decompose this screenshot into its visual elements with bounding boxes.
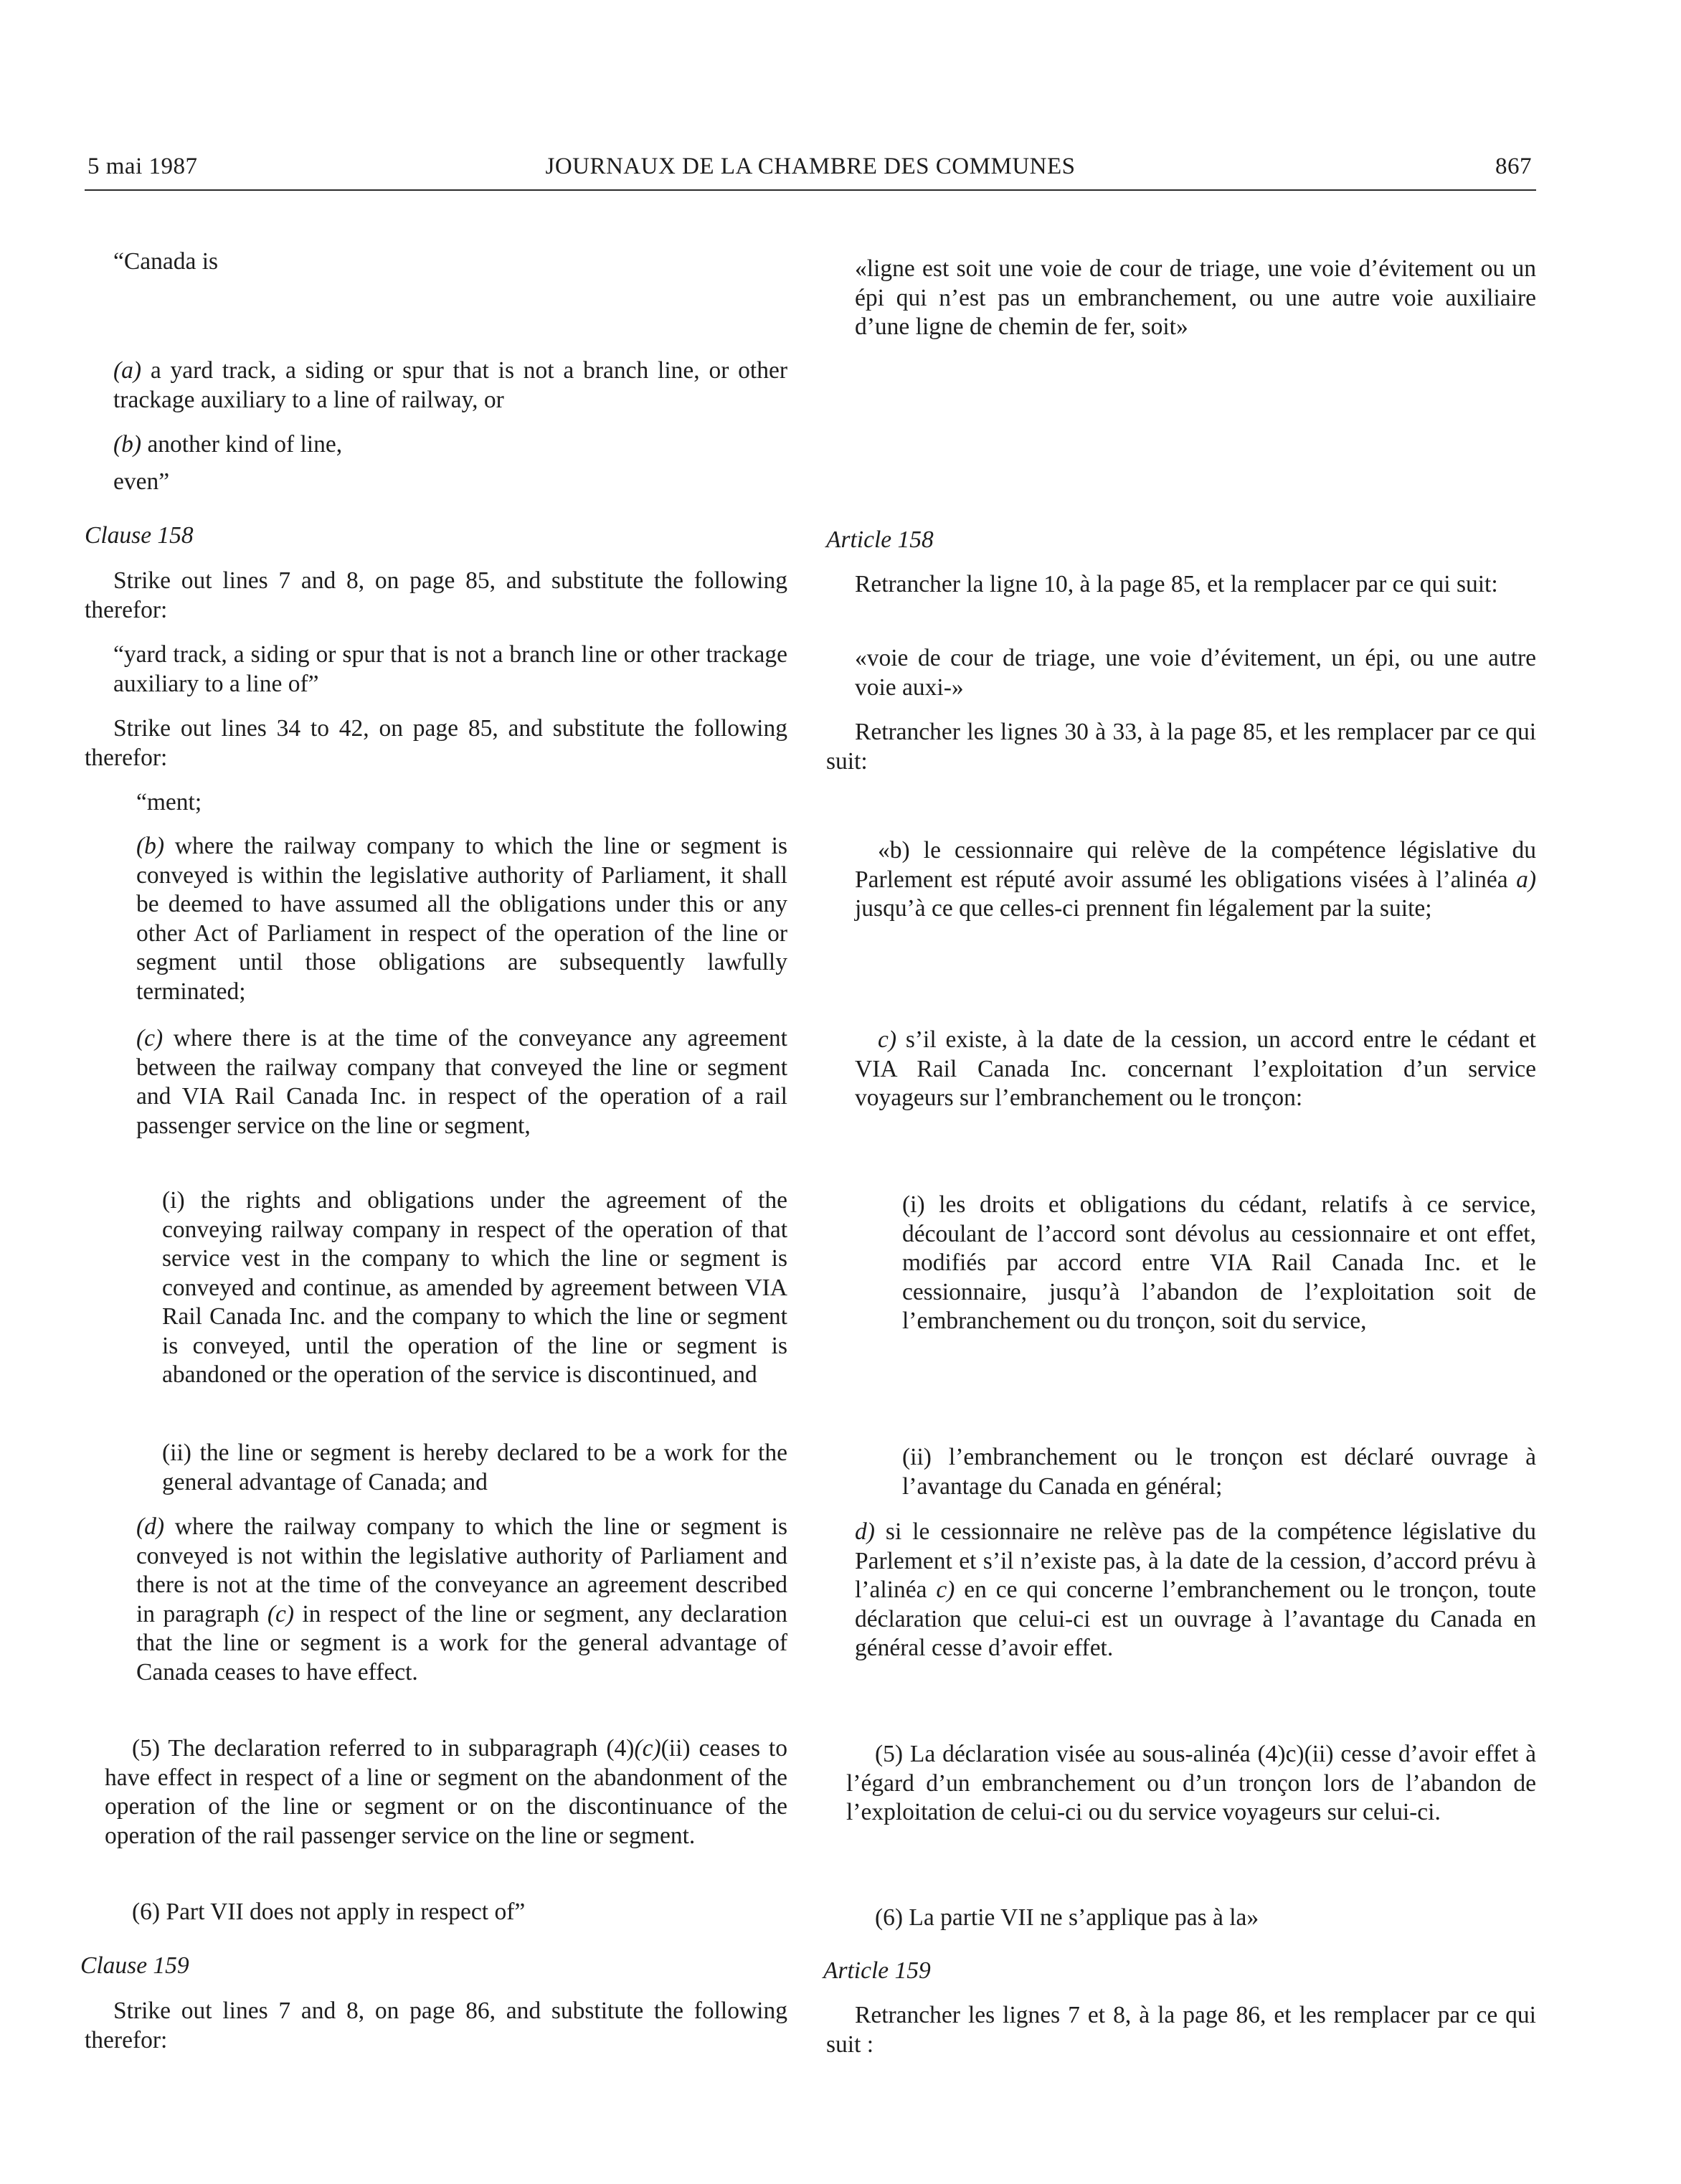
fr-paragraph-b-cessionnaire: «b) le cessionnaire qui relève de la compétence législative du Parlement est réputé avoir assumé les obligations visées à l’alinéa a) jusqu’à ce que celles-ci prennent fin légalement par la suite; (855, 837, 1536, 922)
en-paragraph-b-railway: (b) where the railway company to which the line or segment is conveyed is within the legislative authority of Parliament, it shall be deemed to have assumed all the obligations under this or any other Act of Parliament in respect of the operation of the line or segment until those obligations are subsequently lawfully terminated; (136, 833, 787, 1005)
en-subparagraph-i: (i) the rights and obligations under the agreement of the conveying railway company in respect of the operation of that service vest in the company to which the line or segment is conveyed and continue, as amended by agreement between VIA Rail Canada Inc. and the company to which the line or segment is conveyed, until the operation of the line or segment is abandoned or the operation of the service is discontinued, and (162, 1187, 787, 1388)
fr-paragraph-d: d) si le cessionnaire ne relève pas de la compétence législative du Parlement et s’il n’existe pas, à la date de la cession, d’accord prévu à l’alinéa c) en ce qui concerne l’embranchement ou le tronçon, toute déclaration que celui-ci est un ouvrage à l’avantage du Canada en général cesse d’avoir effet. (855, 1518, 1536, 1661)
fr-paragraph-c: c) s’il existe, à la date de la cession, un accord entre le cédant et VIA Rail Canada Inc. concernant l’exploitation d’un service voyageurs sur l’embranchement ou le tronçon: (855, 1026, 1536, 1111)
en-clause-159-heading: Clause 159 (80, 1952, 189, 1979)
fr-article-159-heading: Article 159 (823, 1957, 931, 1984)
en-strike-out-lines-34-42: Strike out lines 34 to 42, on page 85, and substitute the following therefor: (85, 715, 787, 771)
fr-subparagraph-i: (i) les droits et obligations du cédant, relatifs à ce service, découlant de l’accord sont dévolus au cessionnaire et ont effet, modifiés par accord entre VIA Rail Canada Inc. et le cessionnaire, jusqu’à l’abandon de l’exploitation soit de l’embranchement ou du tronçon, soit du service, (902, 1191, 1536, 1334)
fr-subsection-6: (6) La partie VII ne s’applique pas à la» (875, 1904, 1259, 1931)
en-quote-canada-is: “Canada is (113, 248, 219, 275)
fr-subparagraph-ii: (ii) l’embranchement ou le tronçon est déclaré ouvrage à l’avantage du Canada en général; (902, 1444, 1536, 1500)
fr-ligne-quote: «ligne est soit une voie de cour de triage, une voie d’évitement ou un épi qui n’est pas un embranchement, ou une autre voie auxiliaire d’une ligne de chemin de fer, soit» (855, 255, 1536, 340)
en-subparagraph-ii: (ii) the line or segment is hereby declared to be a work for the general advantage of Canada; and (162, 1440, 787, 1495)
header-date: 5 mai 1987 (87, 153, 198, 179)
en-yard-track-quote: “yard track, a siding or spur that is not a branch line or other trackage auxiliary to a line of” (113, 641, 787, 697)
fr-subsection-5: (5) La déclaration visée au sous-alinéa (4)c)(ii) cesse d’avoir effet à l’égard d’un embranchement ou d’un tronçon lors de l’abandon de l’exploitation de celui-ci ou du service voyageurs sur celui-ci. (846, 1741, 1536, 1825)
fr-retrancher-lignes-30-33: Retrancher les lignes 30 à 33, à la page 85, et les remplacer par ce qui suit: (826, 719, 1536, 775)
header-journal-title: JOURNAUX DE LA CHAMBRE DES COMMUNES (545, 153, 1076, 179)
en-even: even” (113, 468, 170, 495)
en-paragraph-d: (d) where the railway company to which the line or segment is conveyed is not within the legislative authority of Parliament and there is not at the time of the conveyance an agreement described in paragraph (c) in respect of the line or segment, any declaration that the line or segment is a work for the general advantage of Canada ceases to have effect. (136, 1513, 787, 1686)
en-paragraph-a: (a) a yard track, a siding or spur that is not a branch line, or other trackage auxiliary to a line of railway, or (113, 357, 787, 413)
fr-voie-de-cour-quote: «voie de cour de triage, une voie d’évitement, un épi, ou une autre voie auxi-» (855, 645, 1536, 701)
en-subsection-6: (6) Part VII does not apply in respect of” (132, 1899, 526, 1925)
en-subsection-5: (5) The declaration referred to in subparagraph (4)(c)(ii) ceases to have effect in respect of a line or segment on the abandonment of the operation of the line or segment or on the discontinuance of the operation of the rail passenger service on the line or segment. (105, 1735, 787, 1849)
fr-retrancher-lignes-7-8-p86: Retrancher les lignes 7 et 8, à la page 86, et les remplacer par ce qui suit : (826, 2002, 1536, 2058)
en-paragraph-b: (b) another kind of line, (113, 431, 343, 458)
page-number: 867 (1495, 153, 1532, 179)
en-paragraph-c-agreement: (c) where there is at the time of the conveyance any agreement between the railway company that conveyed the line or segment and VIA Rail Canada Inc. in respect of the operation of a rail passenger service on the line or segment, (136, 1025, 787, 1139)
fr-retrancher-ligne-10: Retrancher la ligne 10, à la page 85, et la remplacer par ce qui suit: (855, 571, 1498, 597)
page-header (85, 152, 1536, 191)
en-strike-out-lines-7-8: Strike out lines 7 and 8, on page 85, and substitute the following therefor: (85, 567, 787, 623)
fr-article-158-heading: Article 158 (826, 526, 934, 553)
en-strike-out-lines-7-8-p86: Strike out lines 7 and 8, on page 86, and substitute the following therefor: (85, 1998, 787, 2053)
en-ment: “ment; (136, 789, 202, 816)
en-clause-158-heading: Clause 158 (85, 522, 194, 549)
